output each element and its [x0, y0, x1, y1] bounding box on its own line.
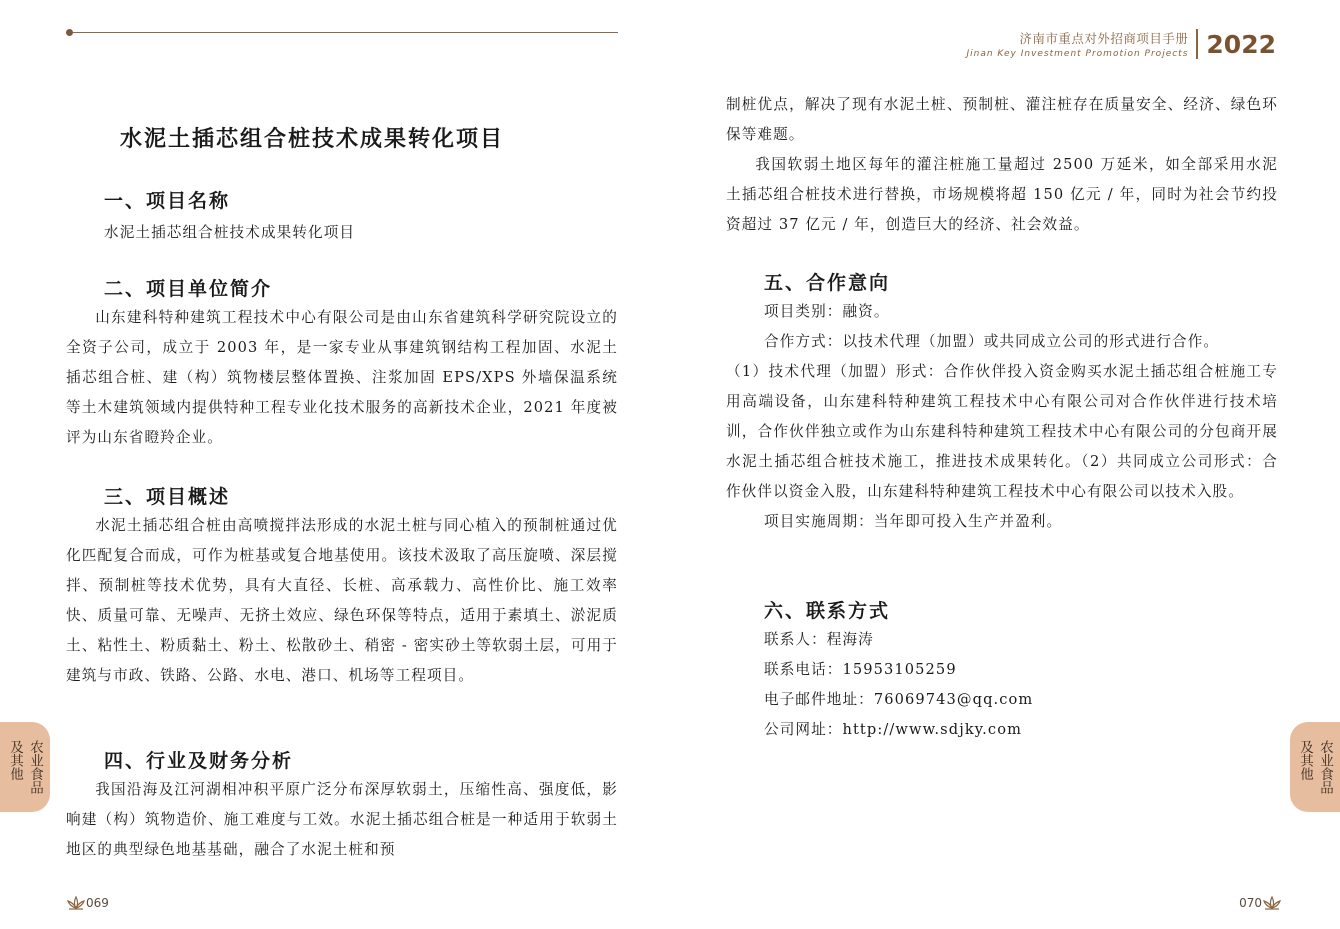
section-heading: 二、项目单位简介 [104, 278, 273, 300]
section-overview [66, 482, 618, 691]
top-rule [66, 28, 618, 36]
company-website-link[interactable]: 公司网址：http://www.sdjky.com [764, 721, 1023, 738]
page-title: 水泥土插芯组合桩技术成果转化项目 [120, 126, 505, 152]
section-text: 山东建科特种建筑工程技术中心有限公司是由山东省建筑科学研究院设立的全资子公司，成立于 2003 年，是一家专业从事建筑钢结构工程加固、水泥土插芯组合桩、建（构）筑物楼层整体置换、注浆加固 EPS/XPS 外墙保温系统等土木建筑领域内提供特种工程专业化技术服务的高新技术企业，2021 年度被评为山东省瞪羚企业。 [66, 309, 618, 446]
section-text: 水泥土插芯组合桩技术成果转化项目 [104, 224, 356, 241]
section-heading: 六、联系方式 [764, 600, 891, 622]
section-heading: 三、项目概述 [104, 486, 231, 508]
contact-phone: 联系电话：15953105259 [764, 661, 957, 678]
category-tab-label: 农业食品 [27, 740, 43, 794]
section-contact [764, 596, 1278, 745]
section-heading: 四、行业及财务分析 [104, 750, 294, 772]
category-tab[interactable] [1290, 722, 1340, 812]
category-tab[interactable] [0, 722, 50, 812]
lotus-icon [1262, 895, 1282, 911]
section-heading: 一、项目名称 [104, 190, 231, 212]
header-year: 2022 [1206, 29, 1276, 59]
category-tab-label: 及其他 [1297, 740, 1313, 781]
section-heading: 五、合作意向 [764, 272, 891, 294]
contact-email[interactable]: 电子邮件地址：76069743@qq.com [764, 691, 1034, 708]
lotus-icon [66, 895, 86, 911]
section-text: 制桩优点，解决了现有水泥土桩、预制桩、灌注桩存在质量安全、经济、绿色环保等难题。 [726, 96, 1278, 143]
section-industry-analysis-cont [726, 90, 1278, 240]
section-project-name [104, 186, 624, 248]
section-text: 我国软弱土地区每年的灌注桩施工量超过 2500 万延米，如全部采用水泥土插芯组合桩技术进行替换，市场规模将超 150 亿元 / 年，同时为社会节约投资超过 37 亿元 / 年，创造巨大的经济、社会效益。 [726, 156, 1278, 233]
category-tab-label: 及其他 [7, 740, 23, 781]
section-text: 我国沿海及江河湖相冲积平原广泛分布深厚软弱土，压缩性高、强度低，影响建（构）筑物造价、施工难度与工效。水泥土插芯组合桩是一种适用于软弱土地区的典型绿色地基基础，融合了水泥土桩和预 [66, 781, 618, 858]
page-footer [66, 895, 109, 911]
rule-dot [66, 29, 73, 36]
category-tab-label: 农业食品 [1317, 740, 1333, 794]
contact-person: 联系人：程海涛 [764, 631, 874, 648]
page-footer [1239, 895, 1282, 911]
cooperation-method: 合作方式：以技术代理（加盟）或共同成立公司的形式进行合作。 [764, 333, 1220, 350]
cooperation-detail: （1）技术代理（加盟）形式：合作伙伴投入资金购买水泥土插芯组合桩施工专用高端设备，山东建科特种建筑工程技术中心有限公司对合作伙伴进行技术培训，合作伙伴独立或作为山东建科特种建筑工程技术中心有限公司的分包商开展水泥土插芯组合桩技术施工，推进技术成果转化。（2）共同成立公司形式：合作伙伴以资金入股，山东建科特种建筑工程技术中心有限公司以技术入股。 [726, 363, 1278, 500]
cooperation-category: 项目类别：融资。 [764, 303, 890, 320]
header-title-en: Jinan Key Investment Promotion Projects [966, 49, 1189, 59]
section-text: 水泥土插芯组合桩由高喷搅拌法形成的水泥土桩与同心植入的预制桩通过优化匹配复合而成，可作为桩基或复合地基使用。该技术汲取了高压旋喷、深层搅拌、预制桩等技术优势，具有大直径、长桩、高承载力、高性价比、施工效率快、质量可靠、无噪声、无挤土效应、绿色环保等特点，适用于素填土、淤泥质土、粘性土、粉质黏土、粉土、松散砂土、稍密 - 密实砂土等软弱土层，可用于建筑与市政、铁路、公路、水电、港口、机场等工程项目。 [66, 517, 618, 684]
section-cooperation [726, 268, 1278, 537]
header-title-cn: 济南市重点对外招商项目手册 [1019, 31, 1189, 46]
page-header [966, 24, 1276, 64]
right-page [670, 0, 1340, 929]
section-company-intro [66, 274, 618, 453]
rule-line [73, 32, 618, 33]
page-number: 070 [1239, 896, 1262, 910]
header-divider [1196, 29, 1198, 59]
page-number: 069 [86, 896, 109, 910]
section-industry-analysis [66, 746, 618, 865]
cooperation-period: 项目实施周期：当年即可投入生产并盈利。 [764, 513, 1063, 530]
